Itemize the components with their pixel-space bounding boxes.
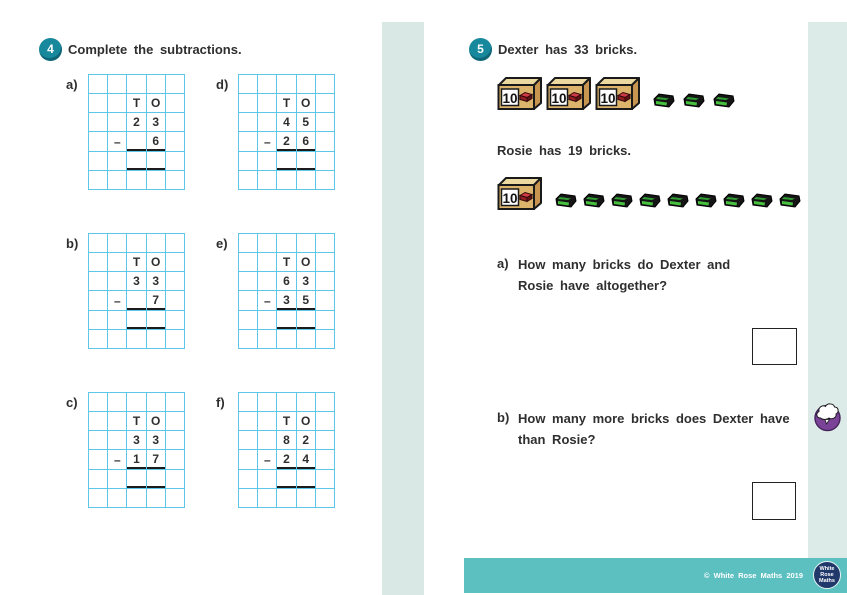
box-of-ten-icon [595, 76, 641, 111]
minuend-cell: 3 [127, 431, 145, 449]
svg-text:10: 10 [551, 91, 567, 106]
grid-cell [89, 291, 107, 309]
grid-cell [127, 489, 145, 507]
minuend-cell: 3 [147, 272, 165, 290]
dexter-single-bricks [653, 93, 735, 108]
grid-cell [89, 412, 107, 430]
grid-cell [258, 94, 276, 112]
grid-cell [127, 393, 145, 411]
column-header-cell: O [297, 253, 315, 271]
subtraction-grid-b [88, 233, 185, 349]
subtrahend-cell: 7 [147, 291, 165, 309]
grid-cell [108, 253, 126, 271]
problem-label: e) [216, 236, 228, 251]
grid-cell [258, 393, 276, 411]
answer-cell[interactable] [147, 470, 165, 488]
subtrahend-cell: 1 [127, 450, 145, 468]
dexter-boxes [497, 76, 641, 111]
column-header-cell: T [127, 253, 145, 271]
grid-cell [239, 75, 257, 93]
svg-text:10: 10 [502, 191, 518, 206]
minuend-cell: 4 [277, 113, 295, 131]
grid-cell [166, 330, 184, 348]
grid-cell [147, 171, 165, 189]
grid-cell [316, 450, 334, 468]
answer-cell[interactable] [147, 311, 165, 329]
grid-cell [108, 94, 126, 112]
minuend-cell: 2 [127, 113, 145, 131]
brick-icon [695, 193, 717, 208]
grid-cell [166, 94, 184, 112]
grid-cell [316, 171, 334, 189]
grid-cell [147, 234, 165, 252]
problem-label: a) [66, 77, 78, 92]
grid-cell [89, 272, 107, 290]
grid-cell [89, 113, 107, 131]
column-header-cell: T [127, 94, 145, 112]
grid-cell [89, 431, 107, 449]
rosie-boxes [497, 176, 543, 211]
problem-label: b) [66, 236, 79, 251]
grid-cell [147, 393, 165, 411]
brick-icon [653, 93, 675, 108]
question-a-label: a) [497, 256, 509, 271]
grid-cell [147, 75, 165, 93]
answer-cell[interactable] [277, 470, 295, 488]
grid-cell [258, 431, 276, 449]
minus-sign-cell: – [258, 291, 276, 309]
grid-cell [89, 330, 107, 348]
grid-cell [239, 470, 257, 488]
subtraction-grid-c [88, 392, 185, 508]
grid-cell [316, 489, 334, 507]
copyright-text: © White Rose Maths 2019 [704, 571, 803, 580]
grid-cell [108, 393, 126, 411]
grid-cell [108, 412, 126, 430]
subtrahend-cell: 6 [297, 132, 315, 150]
grid-cell [108, 234, 126, 252]
grid-cell [258, 113, 276, 131]
problem-label: f) [216, 395, 225, 410]
grid-cell [297, 234, 315, 252]
grid-cell [258, 253, 276, 271]
problem-label: c) [66, 395, 78, 410]
grid-cell [239, 94, 257, 112]
grid-cell [89, 94, 107, 112]
grid-cell [108, 171, 126, 189]
grid-cell [239, 489, 257, 507]
question-b-label: b) [497, 410, 510, 425]
grid-cell [258, 171, 276, 189]
dexter-statement: Dexter has 33 bricks. [498, 42, 638, 57]
grid-cell [239, 234, 257, 252]
grid-cell [147, 330, 165, 348]
minuend-cell: 3 [297, 272, 315, 290]
page-divider-strip [382, 22, 424, 595]
grid-cell [297, 75, 315, 93]
grid-cell [108, 152, 126, 170]
minus-sign-cell: – [258, 132, 276, 150]
grid-cell [258, 272, 276, 290]
grid-cell [316, 253, 334, 271]
grid-cell [258, 470, 276, 488]
grid-cell [316, 113, 334, 131]
grid-cell [166, 75, 184, 93]
grid-cell [89, 450, 107, 468]
minuend-cell: 3 [147, 113, 165, 131]
subtrahend-cell: 4 [297, 450, 315, 468]
grid-cell [166, 132, 184, 150]
grid-cell [89, 489, 107, 507]
grid-cell [166, 113, 184, 131]
column-header-cell: O [147, 412, 165, 430]
answer-cell[interactable] [127, 470, 145, 488]
grid-cell [108, 272, 126, 290]
grid-cell [316, 393, 334, 411]
brick-icon [639, 193, 661, 208]
subtrahend-cell: 2 [277, 132, 295, 150]
grid-cell [316, 412, 334, 430]
page-left [0, 0, 382, 595]
grid-cell [166, 234, 184, 252]
minuend-cell: 5 [297, 113, 315, 131]
brick-icon [555, 193, 577, 208]
brick-icon [713, 93, 735, 108]
grid-cell [277, 393, 295, 411]
grid-cell [166, 291, 184, 309]
grid-cell [316, 272, 334, 290]
grid-cell [316, 431, 334, 449]
question-b-line2: than Rosie? [518, 432, 596, 447]
question-5-badge: 5 [469, 38, 492, 61]
grid-cell [239, 431, 257, 449]
question-b-line1: How many more bricks does Dexter have [518, 411, 790, 426]
grid-cell [166, 393, 184, 411]
answer-cell[interactable] [127, 311, 145, 329]
grid-cell [108, 113, 126, 131]
answer-cell[interactable] [277, 152, 295, 170]
grid-cell [239, 291, 257, 309]
grid-cell [127, 171, 145, 189]
column-header-cell: O [147, 253, 165, 271]
dexter-bricks-row [497, 76, 735, 111]
grid-cell [108, 470, 126, 488]
grid-cell [316, 152, 334, 170]
grid-cell [316, 132, 334, 150]
logo-line: White [819, 566, 835, 572]
grid-cell [316, 234, 334, 252]
grid-cell [316, 94, 334, 112]
box-of-ten-icon [497, 76, 543, 111]
brick-icon [779, 193, 801, 208]
grid-cell [258, 75, 276, 93]
minus-sign-cell: – [108, 450, 126, 468]
question-4-badge: 4 [39, 38, 62, 61]
grid-cell [147, 489, 165, 507]
grid-cell [166, 489, 184, 507]
grid-cell [297, 489, 315, 507]
grid-cell [89, 253, 107, 271]
grid-cell [258, 311, 276, 329]
grid-cell [166, 470, 184, 488]
grid-cell [89, 311, 107, 329]
rosie-bricks-row [497, 176, 801, 211]
grid-cell [316, 330, 334, 348]
grid-cell [108, 311, 126, 329]
brick-icon [751, 193, 773, 208]
grid-cell [166, 171, 184, 189]
logo-line: Maths [819, 578, 835, 584]
grid-cell [166, 412, 184, 430]
grid-cell [277, 489, 295, 507]
answer-box-a[interactable] [752, 328, 797, 365]
grid-cell [316, 311, 334, 329]
grid-cell [89, 75, 107, 93]
grid-cell [166, 311, 184, 329]
grid-cell [127, 291, 145, 309]
minus-sign-cell: – [258, 450, 276, 468]
question-a-line2: Rosie have altogether? [518, 278, 668, 293]
question-a-line1: How many bricks do Dexter and [518, 257, 731, 272]
column-header-cell: O [297, 94, 315, 112]
minuend-cell: 3 [127, 272, 145, 290]
brick-icon [723, 193, 745, 208]
minus-sign-cell: – [108, 132, 126, 150]
grid-cell [258, 330, 276, 348]
grid-cell [316, 75, 334, 93]
grid-cell [297, 393, 315, 411]
grid-cell [89, 470, 107, 488]
minus-sign-cell: – [108, 291, 126, 309]
grid-cell [277, 330, 295, 348]
grid-cell [166, 272, 184, 290]
rosie-single-bricks [555, 193, 801, 208]
column-header-cell: T [127, 412, 145, 430]
grid-cell [108, 75, 126, 93]
column-header-cell: T [277, 412, 295, 430]
grid-cell [258, 152, 276, 170]
answer-cell[interactable] [127, 152, 145, 170]
brick-icon [611, 193, 633, 208]
grid-cell [239, 152, 257, 170]
footer-bar [464, 558, 847, 593]
grid-cell [239, 412, 257, 430]
minuend-cell: 2 [297, 431, 315, 449]
grid-cell [277, 171, 295, 189]
grid-cell [127, 75, 145, 93]
grid-cell [239, 330, 257, 348]
grid-cell [277, 234, 295, 252]
grid-cell [89, 132, 107, 150]
subtraction-grid-d [238, 74, 335, 190]
grid-cell [166, 431, 184, 449]
grid-cell [108, 330, 126, 348]
column-header-cell: O [147, 94, 165, 112]
box-of-ten-icon [546, 76, 592, 111]
grid-cell [127, 234, 145, 252]
logo-line: Rose [820, 572, 834, 578]
white-rose-maths-logo [813, 561, 841, 589]
grid-cell [108, 431, 126, 449]
svg-text:10: 10 [502, 91, 518, 106]
subtrahend-cell: 3 [277, 291, 295, 309]
answer-cell[interactable] [297, 470, 315, 488]
subtrahend-cell: 7 [147, 450, 165, 468]
minuend-cell: 6 [277, 272, 295, 290]
grid-cell [239, 311, 257, 329]
grid-cell [239, 171, 257, 189]
grid-cell [166, 450, 184, 468]
grid-cell [316, 291, 334, 309]
brick-icon [683, 93, 705, 108]
brick-icon [583, 193, 605, 208]
grid-cell [316, 470, 334, 488]
box-of-ten-icon [497, 176, 543, 211]
grid-cell [297, 171, 315, 189]
grid-cell [239, 393, 257, 411]
subtraction-grid-f [238, 392, 335, 508]
minuend-cell: 8 [277, 431, 295, 449]
column-header-cell: T [277, 94, 295, 112]
grid-cell [108, 489, 126, 507]
subtrahend-cell: 6 [147, 132, 165, 150]
grid-cell [166, 152, 184, 170]
grid-cell [89, 234, 107, 252]
question-b-text [518, 408, 838, 450]
problem-label: d) [216, 77, 229, 92]
grid-cell [239, 272, 257, 290]
svg-text:10: 10 [600, 91, 616, 106]
answer-box-b[interactable] [752, 482, 796, 520]
grid-cell [258, 234, 276, 252]
grid-cell [127, 132, 145, 150]
question-a-text [518, 254, 768, 296]
grid-cell [277, 75, 295, 93]
grid-cell [239, 113, 257, 131]
subtrahend-cell: 5 [297, 291, 315, 309]
brick-icon [667, 193, 689, 208]
grid-cell [89, 393, 107, 411]
grid-cell [89, 171, 107, 189]
subtraction-grid-a [88, 74, 185, 190]
grid-cell [239, 253, 257, 271]
answer-cell[interactable] [297, 311, 315, 329]
grid-cell [166, 253, 184, 271]
subtrahend-cell: 2 [277, 450, 295, 468]
grid-cell [297, 330, 315, 348]
grid-cell [239, 450, 257, 468]
grid-cell [127, 330, 145, 348]
thought-bubble-icon [814, 401, 841, 433]
subtraction-grid-e [238, 233, 335, 349]
page-right [424, 0, 847, 595]
grid-cell [239, 132, 257, 150]
minuend-cell: 3 [147, 431, 165, 449]
answer-cell[interactable] [147, 152, 165, 170]
rosie-statement: Rosie has 19 bricks. [497, 143, 632, 158]
column-header-cell: T [277, 253, 295, 271]
question-4-title: Complete the subtractions. [68, 42, 242, 57]
answer-cell[interactable] [277, 311, 295, 329]
column-header-cell: O [297, 412, 315, 430]
grid-cell [258, 489, 276, 507]
answer-cell[interactable] [297, 152, 315, 170]
grid-cell [89, 152, 107, 170]
grid-cell [258, 412, 276, 430]
